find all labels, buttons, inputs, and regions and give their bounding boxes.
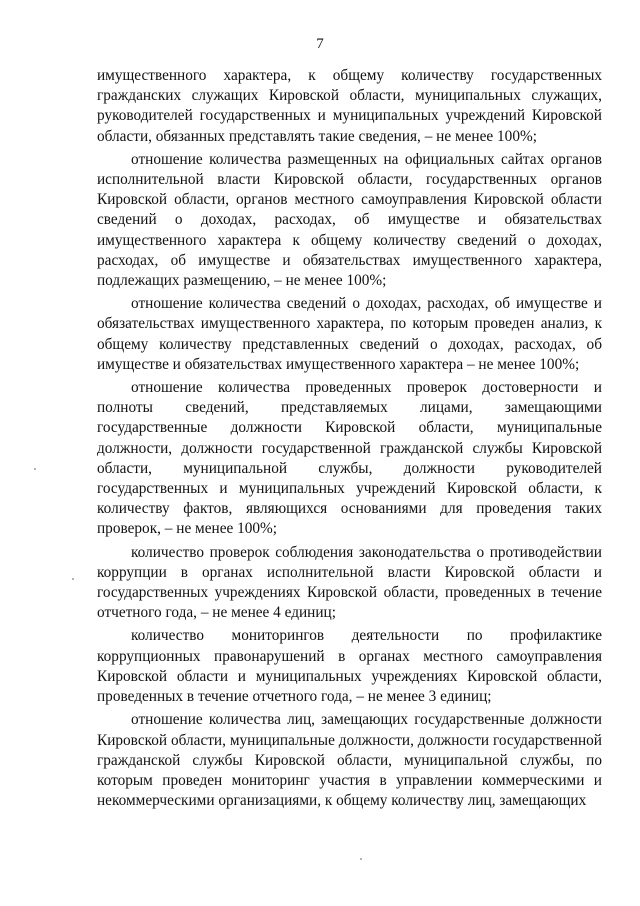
paragraph-continuation: имущественного характера, к общему количеству государственных гражданских служащих Кировской области, муниципальных служащих, руководителей государственных и муниципальных учреждений Кировской области, обязанных представлять такие сведения, – не менее 100%; xyxy=(97,67,602,145)
paragraph-analyzed-info-ratio: отношение количества сведений о доходах, расходах, об имуществе и обязательствах имущественного характера, по которым проведен анализ, к общему количеству представленных сведений о доходах, расходах, об имуществе и обязательствах имущественного характера – не менее 100%; xyxy=(97,295,602,373)
scan-speck xyxy=(360,858,362,860)
scan-speck xyxy=(72,578,74,580)
paragraph-compliance-checks-count: количество проверок соблюдения законодательства о противодействии коррупции в органах исполнительной власти Кировской области и государственных учреждениях Кировской области, проведенных в течение отчетного года, – не менее 4 единиц; xyxy=(97,543,602,622)
paragraph-published-info-ratio: отношение количества размещенных на официальных сайтах органов исполнительной власти Кировской области, государственных органов Кировской области, органов местного самоуправления Кировской области сведений о доходах, расходах, об имуществе и обязательствах имущественного характера к общему количеству сведений о доходах, расходах, об имуществе и обязательствах имущественного характера, подлежащих размещению, – не менее 100%; xyxy=(97,150,602,290)
document-body xyxy=(97,66,602,814)
scan-speck xyxy=(34,468,36,470)
paragraph-management-monitoring-ratio: отношение количества лиц, замещающих государственные должности Кировской области, муниципальные должности, должности государственной гражданской службы Кировской области, муниципальной службы, по которым проведен мониторинг участия в управлении коммерческими и некоммерческими организациями, к общему количеству лиц, замещающих xyxy=(97,711,602,810)
paragraph-monitoring-count: количество мониторингов деятельности по профилактике коррупционных правонарушений в органах местного самоуправления Кировской области и муниципальных учреждениях Кировской области, проведенных в течение отчетного года, – не менее 3 единиц; xyxy=(97,627,602,706)
page-number: 7 xyxy=(316,36,324,52)
paragraph-verification-ratio: отношение количества проведенных проверок достоверности и полноты сведений, представляемых лицами, замещающими государственные должности Кировской области, муниципальные должности, должности государственной гражданской службы Кировской области, муниципальной службы, должности руководителей государственных и муниципальных учреждений Кировской области, к количеству фактов, являющихся основаниями для проведения таких проверок, – не менее 100%; xyxy=(97,379,602,538)
